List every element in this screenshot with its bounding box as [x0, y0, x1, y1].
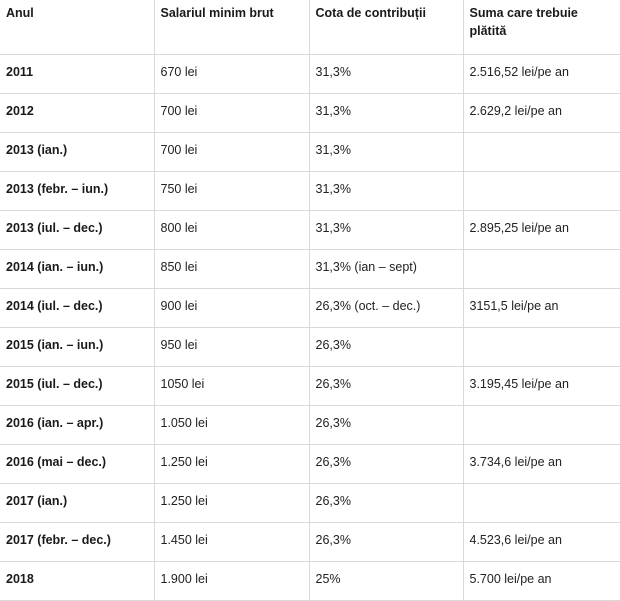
- cell-rate: 31,3%: [309, 172, 463, 211]
- cell-year: 2013 (iul. – dec.): [0, 211, 154, 250]
- cell-year: 2013 (ian.): [0, 133, 154, 172]
- table-row: [0, 172, 620, 211]
- cell-year: 2017 (febr. – dec.): [0, 523, 154, 562]
- cell-salary: 800 lei: [154, 211, 309, 250]
- cell-rate: 26,3%: [309, 328, 463, 367]
- cell-salary: 1.900 lei: [154, 562, 309, 601]
- cell-amount: [463, 250, 620, 289]
- cell-amount: 5.700 lei/pe an: [463, 562, 620, 601]
- table-row: [0, 445, 620, 484]
- table-row: [0, 562, 620, 601]
- column-header-contribution-rate: Cota de contribuții: [309, 0, 463, 55]
- cell-amount: [463, 328, 620, 367]
- cell-year: 2016 (ian. – apr.): [0, 406, 154, 445]
- column-header-amount-due: Suma care trebuie plătită: [463, 0, 620, 55]
- cell-amount: [463, 484, 620, 523]
- cell-salary: 700 lei: [154, 133, 309, 172]
- cell-rate: 26,3%: [309, 523, 463, 562]
- table-row: [0, 484, 620, 523]
- cell-salary: 850 lei: [154, 250, 309, 289]
- table-row: [0, 133, 620, 172]
- table-row: [0, 250, 620, 289]
- cell-amount: [463, 406, 620, 445]
- table-row: [0, 55, 620, 94]
- cell-salary: 670 lei: [154, 55, 309, 94]
- cell-rate: 31,3% (ian – sept): [309, 250, 463, 289]
- cell-salary: 1.450 lei: [154, 523, 309, 562]
- cell-year: 2018: [0, 562, 154, 601]
- cell-rate: 31,3%: [309, 211, 463, 250]
- cell-year: 2015 (iul. – dec.): [0, 367, 154, 406]
- cell-amount: 3.195,45 lei/pe an: [463, 367, 620, 406]
- cell-salary: 1.050 lei: [154, 406, 309, 445]
- table-header-row: [0, 0, 620, 55]
- cell-year: 2012: [0, 94, 154, 133]
- table-header: [0, 0, 620, 55]
- cell-amount: 2.629,2 lei/pe an: [463, 94, 620, 133]
- cell-rate: 26,3%: [309, 367, 463, 406]
- cell-year: 2017 (ian.): [0, 484, 154, 523]
- cell-year: 2014 (iul. – dec.): [0, 289, 154, 328]
- column-header-year: Anul: [0, 0, 154, 55]
- cell-amount: 3151,5 lei/pe an: [463, 289, 620, 328]
- cell-salary: 750 lei: [154, 172, 309, 211]
- cell-amount: 4.523,6 lei/pe an: [463, 523, 620, 562]
- cell-amount: [463, 133, 620, 172]
- column-header-minimum-salary: Salariul minim brut: [154, 0, 309, 55]
- cell-amount: 3.734,6 lei/pe an: [463, 445, 620, 484]
- table-row: [0, 94, 620, 133]
- table-row: [0, 211, 620, 250]
- cell-rate: 26,3% (oct. – dec.): [309, 289, 463, 328]
- table-row: [0, 289, 620, 328]
- table-row: [0, 406, 620, 445]
- cell-salary: 1.250 lei: [154, 484, 309, 523]
- cell-rate: 26,3%: [309, 484, 463, 523]
- table-row: [0, 328, 620, 367]
- cell-rate: 26,3%: [309, 445, 463, 484]
- cell-rate: 25%: [309, 562, 463, 601]
- cell-year: 2014 (ian. – iun.): [0, 250, 154, 289]
- cell-amount: 2.516,52 lei/pe an: [463, 55, 620, 94]
- cell-rate: 31,3%: [309, 133, 463, 172]
- cell-year: 2013 (febr. – iun.): [0, 172, 154, 211]
- cell-rate: 31,3%: [309, 94, 463, 133]
- cell-amount: 2.895,25 lei/pe an: [463, 211, 620, 250]
- table-body: [0, 55, 620, 601]
- cell-salary: 700 lei: [154, 94, 309, 133]
- cell-salary: 1.250 lei: [154, 445, 309, 484]
- table-row: [0, 523, 620, 562]
- table-row: [0, 367, 620, 406]
- cell-rate: 31,3%: [309, 55, 463, 94]
- cell-year: 2011: [0, 55, 154, 94]
- cell-year: 2015 (ian. – iun.): [0, 328, 154, 367]
- cell-salary: 1050 lei: [154, 367, 309, 406]
- cell-rate: 26,3%: [309, 406, 463, 445]
- cell-salary: 900 lei: [154, 289, 309, 328]
- cell-amount: [463, 172, 620, 211]
- cell-year: 2016 (mai – dec.): [0, 445, 154, 484]
- cell-salary: 950 lei: [154, 328, 309, 367]
